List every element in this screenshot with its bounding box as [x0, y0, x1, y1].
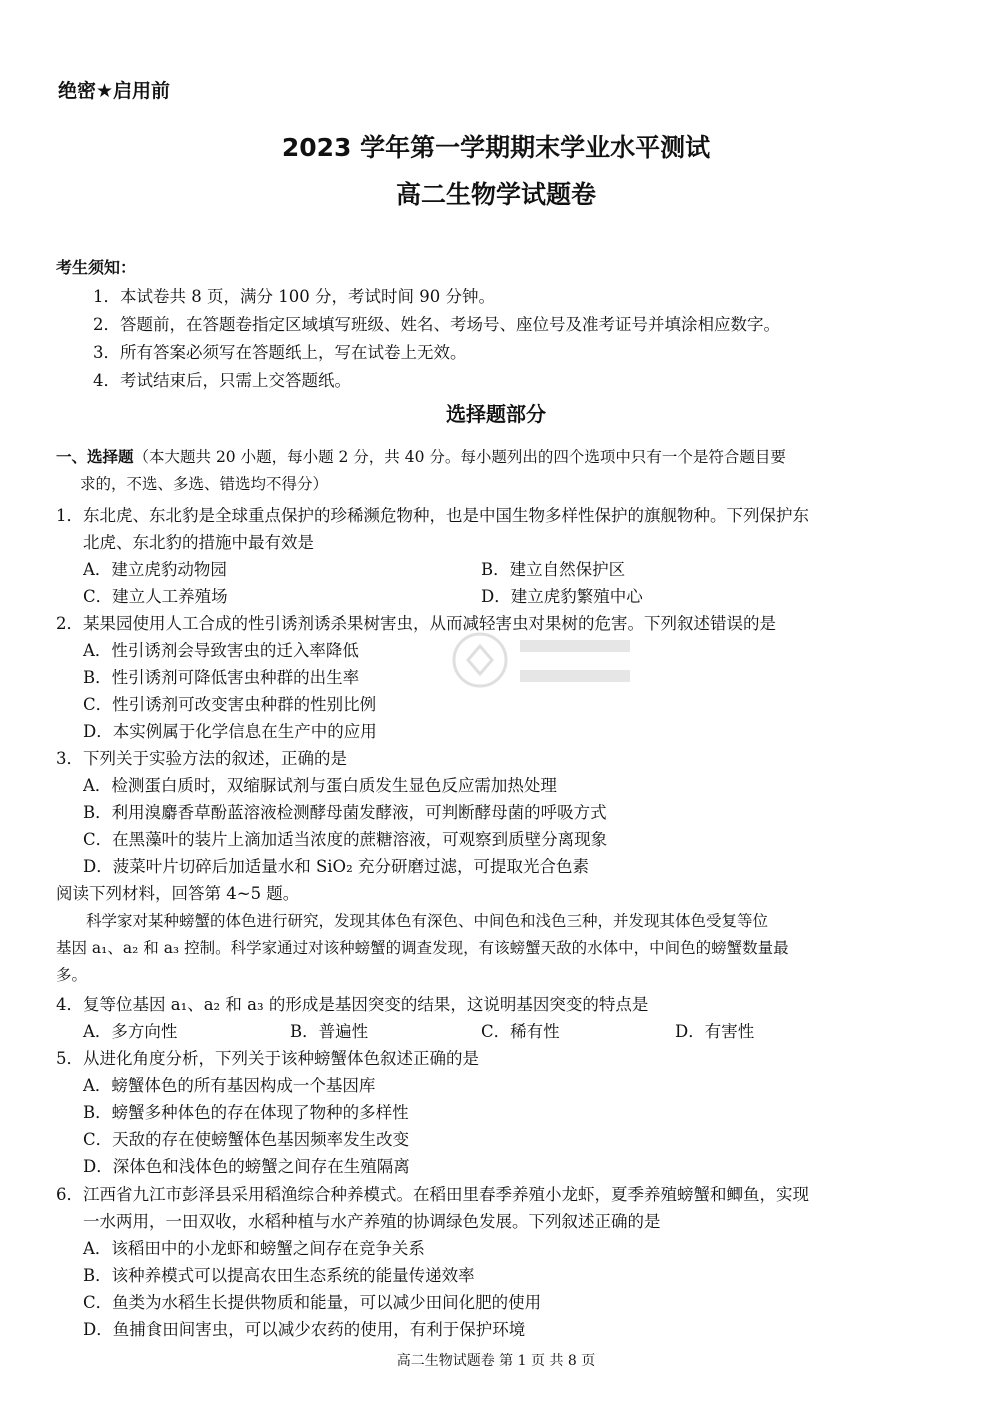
question-1-option-b: B．建立自然保护区	[481, 560, 626, 579]
question-1-option-d: D．建立虎豹繁殖中心	[481, 587, 643, 606]
question-4-option-a: A．多方向性	[83, 1022, 178, 1041]
question-5-stem: 5．从进化角度分析，下列关于该种螃蟹体色叙述正确的是	[56, 1049, 479, 1068]
reading-paragraph-line3: 多。	[56, 966, 88, 984]
reading-intro: 阅读下列材料，回答第 4~5 题。	[56, 884, 300, 903]
question-6-option-c: C．鱼类为水稻生长提供物质和能量，可以减少田间化肥的使用	[83, 1293, 542, 1312]
exam-title: 2023 学年第一学期期末学业水平测试	[281, 133, 711, 162]
question-6-option-b: B．该种养模式可以提高农田生态系统的能量传递效率	[83, 1266, 475, 1285]
question-5-option-d: D．深体色和浅体色的螃蟹之间存在生殖隔离	[83, 1157, 410, 1176]
question-6-stem: 6．江西省九江市彭泽县采用稻渔综合种养模式。在稻田里春季养殖小龙虾，夏季养殖螃蟹和鲫鱼，实现	[56, 1185, 809, 1204]
question-2-option-b: B．性引诱剂可降低害虫种群的出生率	[83, 668, 360, 687]
watermark-icon	[440, 600, 640, 750]
reading-paragraph-line2: 基因 a₁、a₂ 和 a₃ 控制。科学家通过对该种螃蟹的调查发现，有该螃蟹天敌的水体中，中间色的螃蟹数量最	[56, 939, 789, 957]
part-desc-line1: （本大题共 20 小题，每小题 2 分，共 40 分。每小题列出的四个选项中只有一个是符合题目要	[133, 448, 786, 466]
question-6-option-d: D．鱼捕食田间害虫，可以减少农药的使用，有利于保护环境	[83, 1320, 526, 1339]
question-1-stem: 1．东北虎、东北豹是全球重点保护的珍稀濒危物种，也是中国生物多样性保护的旗舰物种。下列保护东	[56, 506, 809, 525]
question-4-option-b: B．普遍性	[290, 1022, 369, 1041]
notice-title: 考生须知：	[56, 258, 137, 277]
reading-paragraph-line1: 科学家对某种螃蟹的体色进行研究，发现其体色有深色、中间色和浅色三种，并发现其体色受复等位	[86, 912, 769, 930]
question-3-option-c: C．在黑藻叶的装片上滴加适当浓度的蔗糖溶液，可观察到质壁分离现象	[83, 830, 608, 849]
question-3-option-b: B．利用溴麝香草酚蓝溶液检测酵母菌发酵液，可判断酵母菌的呼吸方式	[83, 803, 607, 822]
part-desc-line2: 求的，不选、多选、错选均不得分）	[80, 475, 329, 493]
question-5-option-a: A．螃蟹体色的所有基因构成一个基因库	[83, 1076, 376, 1095]
part-head: 一、选择题	[56, 448, 134, 466]
question-2-option-c: C．性引诱剂可改变害虫种群的性别比例	[83, 695, 377, 714]
question-3-option-a: A．检测蛋白质时，双缩脲试剂与蛋白质发生显色反应需加热处理	[83, 776, 557, 795]
question-2-option-d: D．本实例属于化学信息在生产中的应用	[83, 722, 377, 741]
question-6-stem-cont: 一水两用，一田双收，水稻种植与水产养殖的协调绿色发展。下列叙述正确的是	[83, 1212, 661, 1231]
question-2-option-a: A．性引诱剂会导致害虫的迁入率降低	[83, 641, 359, 660]
exam-subtitle: 高二生物学试题卷	[395, 180, 596, 209]
question-5-option-c: C．天敌的存在使螃蟹体色基因频率发生改变	[83, 1130, 410, 1149]
notice-item: 2．答题前，在答题卷指定区域填写班级、姓名、考场号、座位号及准考证号并填涂相应数字。	[93, 315, 780, 334]
question-1-option-a: A．建立虎豹动物园	[83, 560, 227, 579]
notice-item: 1．本试卷共 8 页，满分 100 分，考试时间 90 分钟。	[93, 287, 495, 306]
section-title: 选择题部分	[446, 402, 546, 426]
question-5-option-b: B．螃蟹多种体色的存在体现了物种的多样性	[83, 1103, 409, 1122]
question-3-stem: 3．下列关于实验方法的叙述，正确的是	[56, 749, 347, 768]
question-1-option-c: C．建立人工养殖场	[83, 587, 228, 606]
notice-item: 3．所有答案必须写在答题纸上，写在试卷上无效。	[93, 343, 467, 362]
question-4-option-d: D．有害性	[675, 1022, 755, 1041]
question-2-stem: 2．某果园使用人工合成的性引诱剂诱杀果树害虫，从而减轻害虫对果树的危害。下列叙述错误的是	[56, 614, 776, 633]
question-4-option-c: C．稀有性	[481, 1022, 560, 1041]
question-3-option-d: D．菠菜叶片切碎后加适量水和 SiO₂ 充分研磨过滤，可提取光合色素	[83, 857, 589, 876]
question-4-stem: 4．复等位基因 a₁、a₂ 和 a₃ 的形成是基因突变的结果，这说明基因突变的特点是	[56, 995, 649, 1014]
question-1-stem-cont: 北虎、东北豹的措施中最有效是	[83, 533, 314, 552]
part-instructions	[56, 445, 786, 467]
confidential-label: 绝密★启用前	[58, 80, 171, 102]
page-footer: 高二生物试题卷 第 1 页 共 8 页	[396, 1353, 596, 1369]
question-6-option-a: A．该稻田中的小龙虾和螃蟹之间存在竞争关系	[83, 1239, 425, 1258]
notice-item: 4．考试结束后，只需上交答题纸。	[93, 371, 351, 390]
